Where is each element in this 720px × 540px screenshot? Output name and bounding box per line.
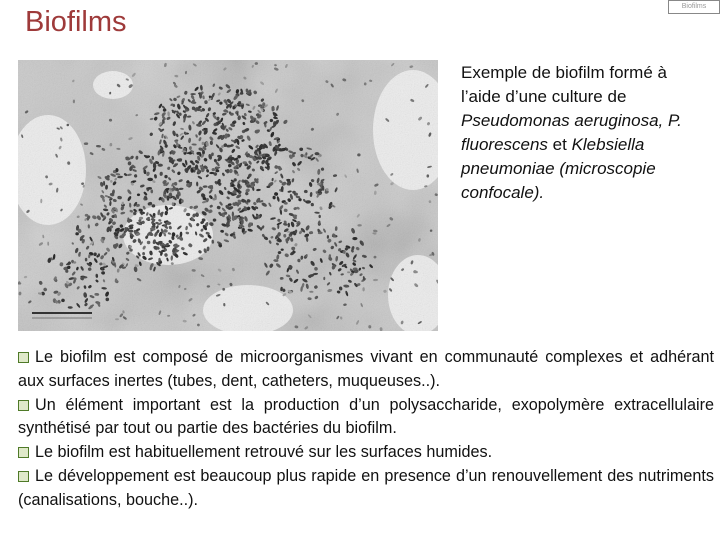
bullet-text: Le biofilm est composé de microorganismes vivant en communauté complexes et adhérant aux surfaces inertes (tubes, dent, catheters, muqueuses..). — [18, 348, 714, 390]
bullet-item — [18, 346, 714, 394]
checkbox-bullet-icon — [18, 471, 29, 482]
bullet-text: Le développement est beaucoup plus rapide en presence d’un renouvellement des nutriments (canalisations, bouche..). — [18, 466, 714, 509]
bullet-item — [18, 441, 714, 465]
corner-tag: Biofilms — [668, 0, 720, 14]
caption-text-1: Exemple de biofilm formé à l’aide d’une culture de — [461, 63, 667, 106]
checkbox-bullet-icon — [18, 352, 29, 363]
biofilm-micrograph — [18, 60, 438, 331]
bullet-item — [18, 465, 714, 513]
checkbox-bullet-icon — [18, 400, 29, 411]
bullet-text: Le biofilm est habituellement retrouvé sur les surfaces humides. — [35, 443, 493, 462]
figure-caption — [461, 61, 706, 205]
caption-species-1: Pseudomonas aeruginosa, P. fluorescens — [461, 111, 682, 154]
slide-title: Biofilms — [25, 6, 127, 38]
bullet-text: Un élément important est la production d’un polysaccharide, exopolymère extracellulaire synthétisé par tout ou partie des bactéries du biofilm. — [18, 395, 714, 438]
checkbox-bullet-icon — [18, 447, 29, 458]
bullet-item — [18, 394, 714, 442]
caption-text-2: et — [547, 135, 572, 154]
bullet-list — [18, 346, 714, 513]
caption-species-2: Klebsiella pneumoniae — [461, 135, 645, 178]
caption-method: (microscopie confocale). — [461, 159, 656, 202]
